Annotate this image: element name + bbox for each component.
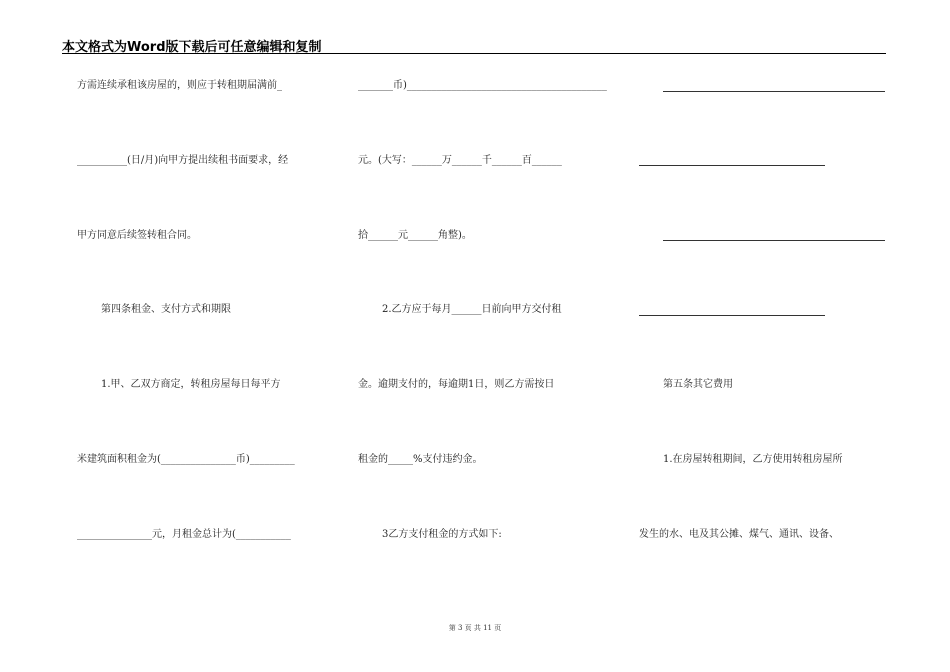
page-indicator: 第 3 页 共 11 页 [448, 624, 502, 632]
text-line: _______________元，月租金总计为(___________ [77, 529, 291, 540]
text-line: 金。逾期支付的，每逾期1日，则乙方需按日 [358, 379, 555, 390]
text-line: 1.在房屋转租期间，乙方使用转租房屋所 [663, 454, 843, 465]
text-line: 甲方同意后续签转租合同。 [77, 230, 197, 241]
text-line: 发生的水、电及其公摊、煤气、通讯、设备、 [639, 529, 839, 540]
text-line: 3乙方支付租金的方式如下: [382, 529, 502, 540]
section-heading: 第五条其它费用 [663, 379, 733, 390]
text-line: 米建筑面积租金为(_______________币)_________ [77, 454, 295, 465]
text-line: __________(日/月)向甲方提出续租书面要求，经 [77, 155, 289, 166]
header-title: 本文格式为Word版下载后可任意编辑和复制 [62, 40, 322, 55]
text-line: _______币)________________________________________ [358, 80, 607, 91]
blank-fill-line [639, 165, 825, 166]
text-line: 2.乙方应于每月______日前向甲方交付租 [382, 304, 562, 315]
text-line: 元。(大写：______万______千______百______ [358, 155, 562, 166]
blank-fill-line [663, 91, 885, 92]
blank-fill-line [663, 240, 885, 241]
header-rule [62, 53, 886, 54]
blank-fill-line [639, 315, 825, 316]
text-line: 拾______元______角整)。 [358, 230, 472, 241]
text-line: 1.甲、乙双方商定，转租房屋每日每平方 [101, 379, 281, 390]
text-line: 租金的_____%支付违约金。 [358, 454, 483, 465]
section-heading: 第四条租金、支付方式和期限 [101, 304, 231, 315]
text-line: 方需连续承租该房屋的，则应于转租期届满前_ [77, 80, 282, 91]
